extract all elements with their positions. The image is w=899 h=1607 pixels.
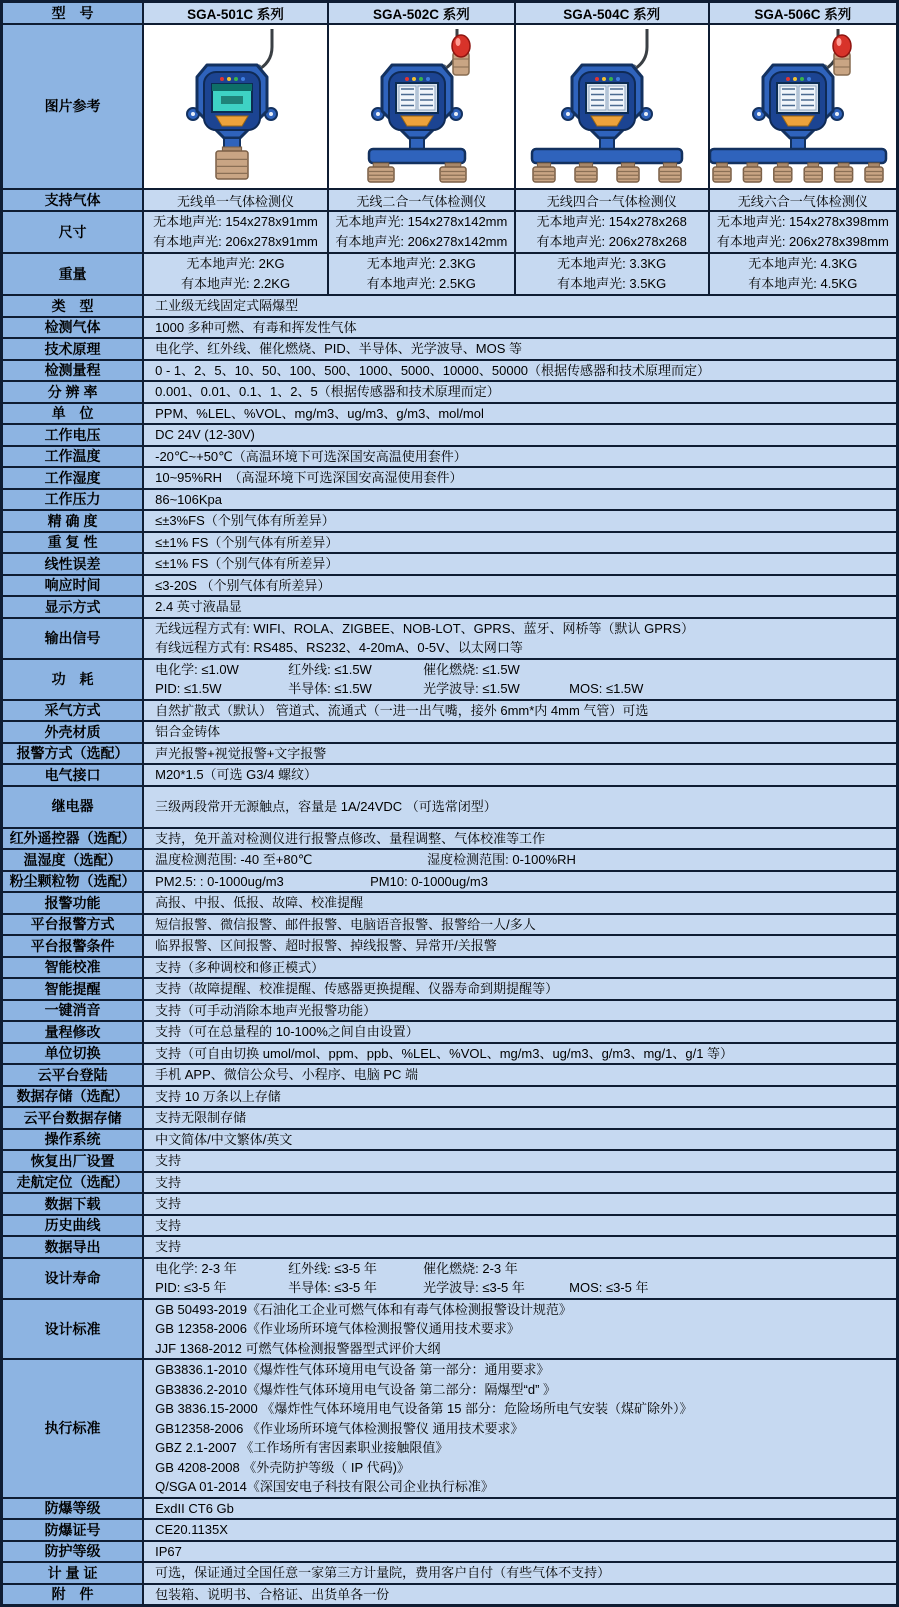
device-image	[143, 24, 328, 189]
spec-label: 温湿度（选配）	[2, 849, 144, 871]
spec-label: 平台报警条件	[2, 935, 144, 957]
spec-label: 数据导出	[2, 1236, 144, 1258]
spec-label: 粉尘颗粒物（选配）	[2, 871, 144, 893]
spec-row	[2, 659, 898, 700]
spec-label: 云平台登陆	[2, 1064, 144, 1086]
spec-value: 电化学、红外线、催化燃烧、PID、半导体、光学波导、MOS 等	[143, 338, 897, 360]
device-image	[328, 24, 515, 189]
model-header-sga-502c: SGA-502C 系列	[328, 2, 515, 25]
spec-row	[2, 510, 898, 532]
spec-row	[2, 1498, 898, 1520]
weight-row-label: 重量	[2, 253, 144, 295]
spec-value: 支持无限制存储	[143, 1107, 897, 1129]
spec-value: 可选，保证通过全国任意一家第三方计量院，费用客户自付（有些气体不支持）	[143, 1562, 897, 1584]
spec-value: IP67	[143, 1541, 897, 1563]
spec-value: -20℃~+50℃（高温环境下可选深国安高温使用套件）	[143, 446, 897, 468]
gas-detector-illustration	[144, 25, 328, 183]
spec-label: 量程修改	[2, 1021, 144, 1043]
spec-value: 高报、中报、低报、故障、校准提醒	[143, 892, 897, 914]
spec-row	[2, 489, 898, 511]
spec-row	[2, 1021, 898, 1043]
spec-value: 支持（可自由切换 umol/mol、ppm、ppb、%LEL、%VOL、mg/m3、ug/m3、g/m3、mg/1、g/1 等）	[143, 1043, 897, 1065]
weight-row	[2, 253, 898, 295]
spec-label: 功 耗	[2, 659, 144, 700]
spec-value: 中文简体/中文繁体/英文	[143, 1129, 897, 1151]
spec-row	[2, 295, 898, 317]
spec-row	[2, 1359, 898, 1498]
spec-label: 显示方式	[2, 596, 144, 618]
spec-row	[2, 849, 898, 871]
spec-label: 智能校准	[2, 957, 144, 979]
spec-value: PM2.5: : 0-1000ug/m3 PM10: 0-1000ug/m3	[143, 871, 897, 893]
spec-row	[2, 532, 898, 554]
device-image	[709, 24, 898, 189]
spec-row	[2, 1584, 898, 1606]
spec-value: 0.001、0.01、0.1、1、2、5（根据传感器和技术原理而定）	[143, 381, 897, 403]
spec-value: 支持	[143, 1215, 897, 1237]
spec-value: 支持	[143, 1172, 897, 1194]
spec-value: ≤±1% FS（个别气体有所差异）	[143, 553, 897, 575]
spec-value: 支持 10 万条以上存储	[143, 1086, 897, 1108]
spec-label: 恢复出厂设置	[2, 1150, 144, 1172]
spec-label: 工作电压	[2, 424, 144, 446]
spec-row	[2, 467, 898, 489]
gas-detector-illustration	[519, 25, 705, 183]
size-value: 无本地声光: 154x278x142mm 有本地声光: 206x278x142mm	[328, 211, 515, 253]
gas-row	[2, 189, 898, 211]
spec-row	[2, 1299, 898, 1360]
spec-value: 86~106Kpa	[143, 489, 897, 511]
spec-label: 分 辨 率	[2, 381, 144, 403]
gas-detector-illustration	[710, 25, 896, 183]
spec-row	[2, 575, 898, 597]
spec-row	[2, 338, 898, 360]
spec-value: 包装箱、说明书、合格证、出货单各一份	[143, 1584, 897, 1606]
weight-value: 无本地声光: 2KG 有本地声光: 2.2KG	[143, 253, 328, 295]
spec-row	[2, 1107, 898, 1129]
spec-value: 支持	[143, 1236, 897, 1258]
gas-value: 无线四合一气体检测仪	[515, 189, 709, 211]
spec-label: 数据下载	[2, 1193, 144, 1215]
spec-label: 检测量程	[2, 360, 144, 382]
spec-body	[2, 295, 898, 1606]
spec-row	[2, 1562, 898, 1584]
spec-value: 电化学: 2-3 年 红外线: ≤3-5 年 催化燃烧: 2-3 年 PID: ≤3-5 年 半导体: ≤3-5 年 光学波导: ≤3-5 年 MOS: ≤3-5 年	[143, 1258, 897, 1299]
spec-value: 铝合金铸体	[143, 721, 897, 743]
spec-row	[2, 317, 898, 339]
size-value: 无本地声光: 154x278x268 有本地声光: 206x278x268	[515, 211, 709, 253]
spec-row	[2, 553, 898, 575]
spec-row	[2, 764, 898, 786]
spec-row	[2, 743, 898, 765]
spec-label: 操作系统	[2, 1129, 144, 1151]
spec-row	[2, 1150, 898, 1172]
spec-row	[2, 1236, 898, 1258]
spec-value: ExdII CT6 Gb	[143, 1498, 897, 1520]
spec-value: 声光报警+视觉报警+文字报警	[143, 743, 897, 765]
spec-value: 手机 APP、微信公众号、小程序、电脑 PC 端	[143, 1064, 897, 1086]
spec-row	[2, 700, 898, 722]
spec-value: GB 50493-2019《石油化工企业可燃气体和有毒气体检测报警设计规范》 GB 12358-2006《作业场所环境气体检测报警仪通用技术要求》 JJF 1368-2012 可燃气体检测报警器型式评价大纲	[143, 1299, 897, 1360]
spec-value: PPM、%LEL、%VOL、mg/m3、ug/m3、g/m3、mol/mol	[143, 403, 897, 425]
spec-value: 支持，免开盖对检测仪进行报警点修改、量程调整、气体校准等工作	[143, 828, 897, 850]
weight-value: 无本地声光: 3.3KG 有本地声光: 3.5KG	[515, 253, 709, 295]
model-row-label: 型 号	[2, 2, 144, 25]
spec-value: 支持（可在总量程的 10-100%之间自由设置）	[143, 1021, 897, 1043]
spec-label: 设计标准	[2, 1299, 144, 1360]
spec-label: 响应时间	[2, 575, 144, 597]
spec-label: 单位切换	[2, 1043, 144, 1065]
spec-value: 三级两段常开无源触点，容量是 1A/24VDC （可选常闭型）	[143, 786, 897, 828]
gas-value: 无线六合一气体检测仪	[709, 189, 898, 211]
spec-row	[2, 957, 898, 979]
size-value: 无本地声光: 154x278x91mm 有本地声光: 206x278x91mm	[143, 211, 328, 253]
spec-value: 支持（多种调校和修正模式）	[143, 957, 897, 979]
spec-value: 温度检测范围: -40 至+80℃ 湿度检测范围: 0-100%RH	[143, 849, 897, 871]
spec-row	[2, 1043, 898, 1065]
spec-label: 智能提醒	[2, 978, 144, 1000]
spec-value: ≤3-20S （个别气体有所差异）	[143, 575, 897, 597]
spec-value: 自然扩散式（默认） 管道式、流通式（一进一出气嘴，接外 6mm*内 4mm 气管）可选	[143, 700, 897, 722]
spec-row	[2, 360, 898, 382]
spec-label: 平台报警方式	[2, 914, 144, 936]
spec-row	[2, 1000, 898, 1022]
spec-label: 报警功能	[2, 892, 144, 914]
spec-label: 精 确 度	[2, 510, 144, 532]
spec-label: 单 位	[2, 403, 144, 425]
spec-row	[2, 1064, 898, 1086]
spec-label: 输出信号	[2, 618, 144, 659]
model-header-sga-504c: SGA-504C 系列	[515, 2, 709, 25]
size-row-label: 尺寸	[2, 211, 144, 253]
spec-label: 执行标准	[2, 1359, 144, 1498]
spec-value: 支持	[143, 1150, 897, 1172]
spec-row	[2, 914, 898, 936]
weight-value: 无本地声光: 2.3KG 有本地声光: 2.5KG	[328, 253, 515, 295]
spec-row	[2, 1258, 898, 1299]
spec-label: 重 复 性	[2, 532, 144, 554]
size-value: 无本地声光: 154x278x398mm 有本地声光: 206x278x398mm	[709, 211, 898, 253]
spec-row	[2, 424, 898, 446]
spec-row	[2, 871, 898, 893]
spec-value: 10~95%RH （高湿环境下可选深国安高湿使用套件）	[143, 467, 897, 489]
spec-value: CE20.1135X	[143, 1519, 897, 1541]
spec-row	[2, 1519, 898, 1541]
size-row	[2, 211, 898, 253]
spec-label: 防爆等级	[2, 1498, 144, 1520]
spec-value: 支持（故障提醒、校准提醒、传感器更换提醒、仪器寿命到期提醒等）	[143, 978, 897, 1000]
spec-label: 报警方式（选配）	[2, 743, 144, 765]
spec-row	[2, 1215, 898, 1237]
spec-label: 类 型	[2, 295, 144, 317]
spec-row	[2, 596, 898, 618]
spec-label: 一键消音	[2, 1000, 144, 1022]
gas-detector-illustration	[329, 25, 515, 183]
spec-value: 临界报警、区间报警、超时报警、掉线报警、异常开/关报警	[143, 935, 897, 957]
spec-value: 0 - 1、2、5、10、50、100、500、1000、5000、10000、50000（根据传感器和技术原理而定）	[143, 360, 897, 382]
weight-value: 无本地声光: 4.3KG 有本地声光: 4.5KG	[709, 253, 898, 295]
spec-label: 历史曲线	[2, 1215, 144, 1237]
spec-label: 电气接口	[2, 764, 144, 786]
spec-row	[2, 1129, 898, 1151]
spec-label: 继电器	[2, 786, 144, 828]
spec-row	[2, 828, 898, 850]
model-header-sga-506c: SGA-506C 系列	[709, 2, 898, 25]
spec-row	[2, 721, 898, 743]
spec-label: 工作湿度	[2, 467, 144, 489]
spec-label: 防爆证号	[2, 1519, 144, 1541]
spec-row	[2, 403, 898, 425]
spec-row	[2, 446, 898, 468]
image-row-label: 图片参考	[2, 24, 144, 189]
spec-row	[2, 1541, 898, 1563]
spec-label: 检测气体	[2, 317, 144, 339]
spec-label: 计 量 证	[2, 1562, 144, 1584]
spec-value: 支持（可手动消除本地声光报警功能）	[143, 1000, 897, 1022]
model-header-sga-501c: SGA-501C 系列	[143, 2, 328, 25]
spec-row	[2, 978, 898, 1000]
spec-row	[2, 935, 898, 957]
spec-label: 数据存储（选配）	[2, 1086, 144, 1108]
spec-value: 1000 多种可燃、有毒和挥发性气体	[143, 317, 897, 339]
spec-value: 电化学: ≤1.0W 红外线: ≤1.5W 催化燃烧: ≤1.5W PID: ≤1.5W 半导体: ≤1.5W 光学波导: ≤1.5W MOS: ≤1.5W	[143, 659, 897, 700]
spec-label: 工作温度	[2, 446, 144, 468]
spec-value: DC 24V (12-30V)	[143, 424, 897, 446]
spec-label: 线性误差	[2, 553, 144, 575]
spec-value: 短信报警、微信报警、邮件报警、电脑语音报警、报警给一人/多人	[143, 914, 897, 936]
spec-value: 工业级无线固定式隔爆型	[143, 295, 897, 317]
spec-row	[2, 1086, 898, 1108]
spec-label: 技术原理	[2, 338, 144, 360]
device-image	[515, 24, 709, 189]
spec-label: 附 件	[2, 1584, 144, 1606]
spec-value: 支持	[143, 1193, 897, 1215]
spec-row	[2, 1193, 898, 1215]
spec-row	[2, 786, 898, 828]
spec-row	[2, 892, 898, 914]
spec-value: ≤±1% FS（个别气体有所差异）	[143, 532, 897, 554]
spec-label: 外壳材质	[2, 721, 144, 743]
spec-label: 走航定位（选配）	[2, 1172, 144, 1194]
gas-row-label: 支持气体	[2, 189, 144, 211]
spec-value: M20*1.5（可选 G3/4 螺纹）	[143, 764, 897, 786]
spec-label: 云平台数据存储	[2, 1107, 144, 1129]
model-row	[2, 2, 898, 25]
spec-label: 采气方式	[2, 700, 144, 722]
spec-row	[2, 1172, 898, 1194]
spec-label: 设计寿命	[2, 1258, 144, 1299]
spec-label: 防护等级	[2, 1541, 144, 1563]
spec-row	[2, 618, 898, 659]
gas-value: 无线单一气体检测仪	[143, 189, 328, 211]
spec-row	[2, 381, 898, 403]
spec-value: 2.4 英寸液晶显	[143, 596, 897, 618]
spec-label: 红外遥控器（选配）	[2, 828, 144, 850]
spec-value: GB3836.1-2010《爆炸性气体环境用电气设备 第一部分：通用要求》 GB3836.2-2010《爆炸性气体环境用电气设备 第二部分：隔爆型“d” 》 GB 3836.15-2000 《爆炸性气体环境用电气设备第 15 部分：危险场所电气安装（煤矿除外）》 GB12358-2006 《作业场所环境气体检测报警仪 通用技术要求》 GBZ 2.1-2007 《工作场所有害因素职业接触限值》 GB 4208-2008 《外壳防护等级（ IP 代码)》 Q/SGA 01-2014《深国安电子科技有限公司企业执行标准》	[143, 1359, 897, 1498]
spec-value: ≤±3%FS（个别气体有所差异）	[143, 510, 897, 532]
gas-value: 无线二合一气体检测仪	[328, 189, 515, 211]
image-row	[2, 24, 898, 189]
spec-label: 工作压力	[2, 489, 144, 511]
spec-value: 无线远程方式有: WIFI、ROLA、ZIGBEE、NOB-LOT、GPRS、蓝牙、网桥等（默认 GPRS） 有线远程方式有: RS485、RS232、4-20mA、0-5V、以太网口等	[143, 618, 897, 659]
